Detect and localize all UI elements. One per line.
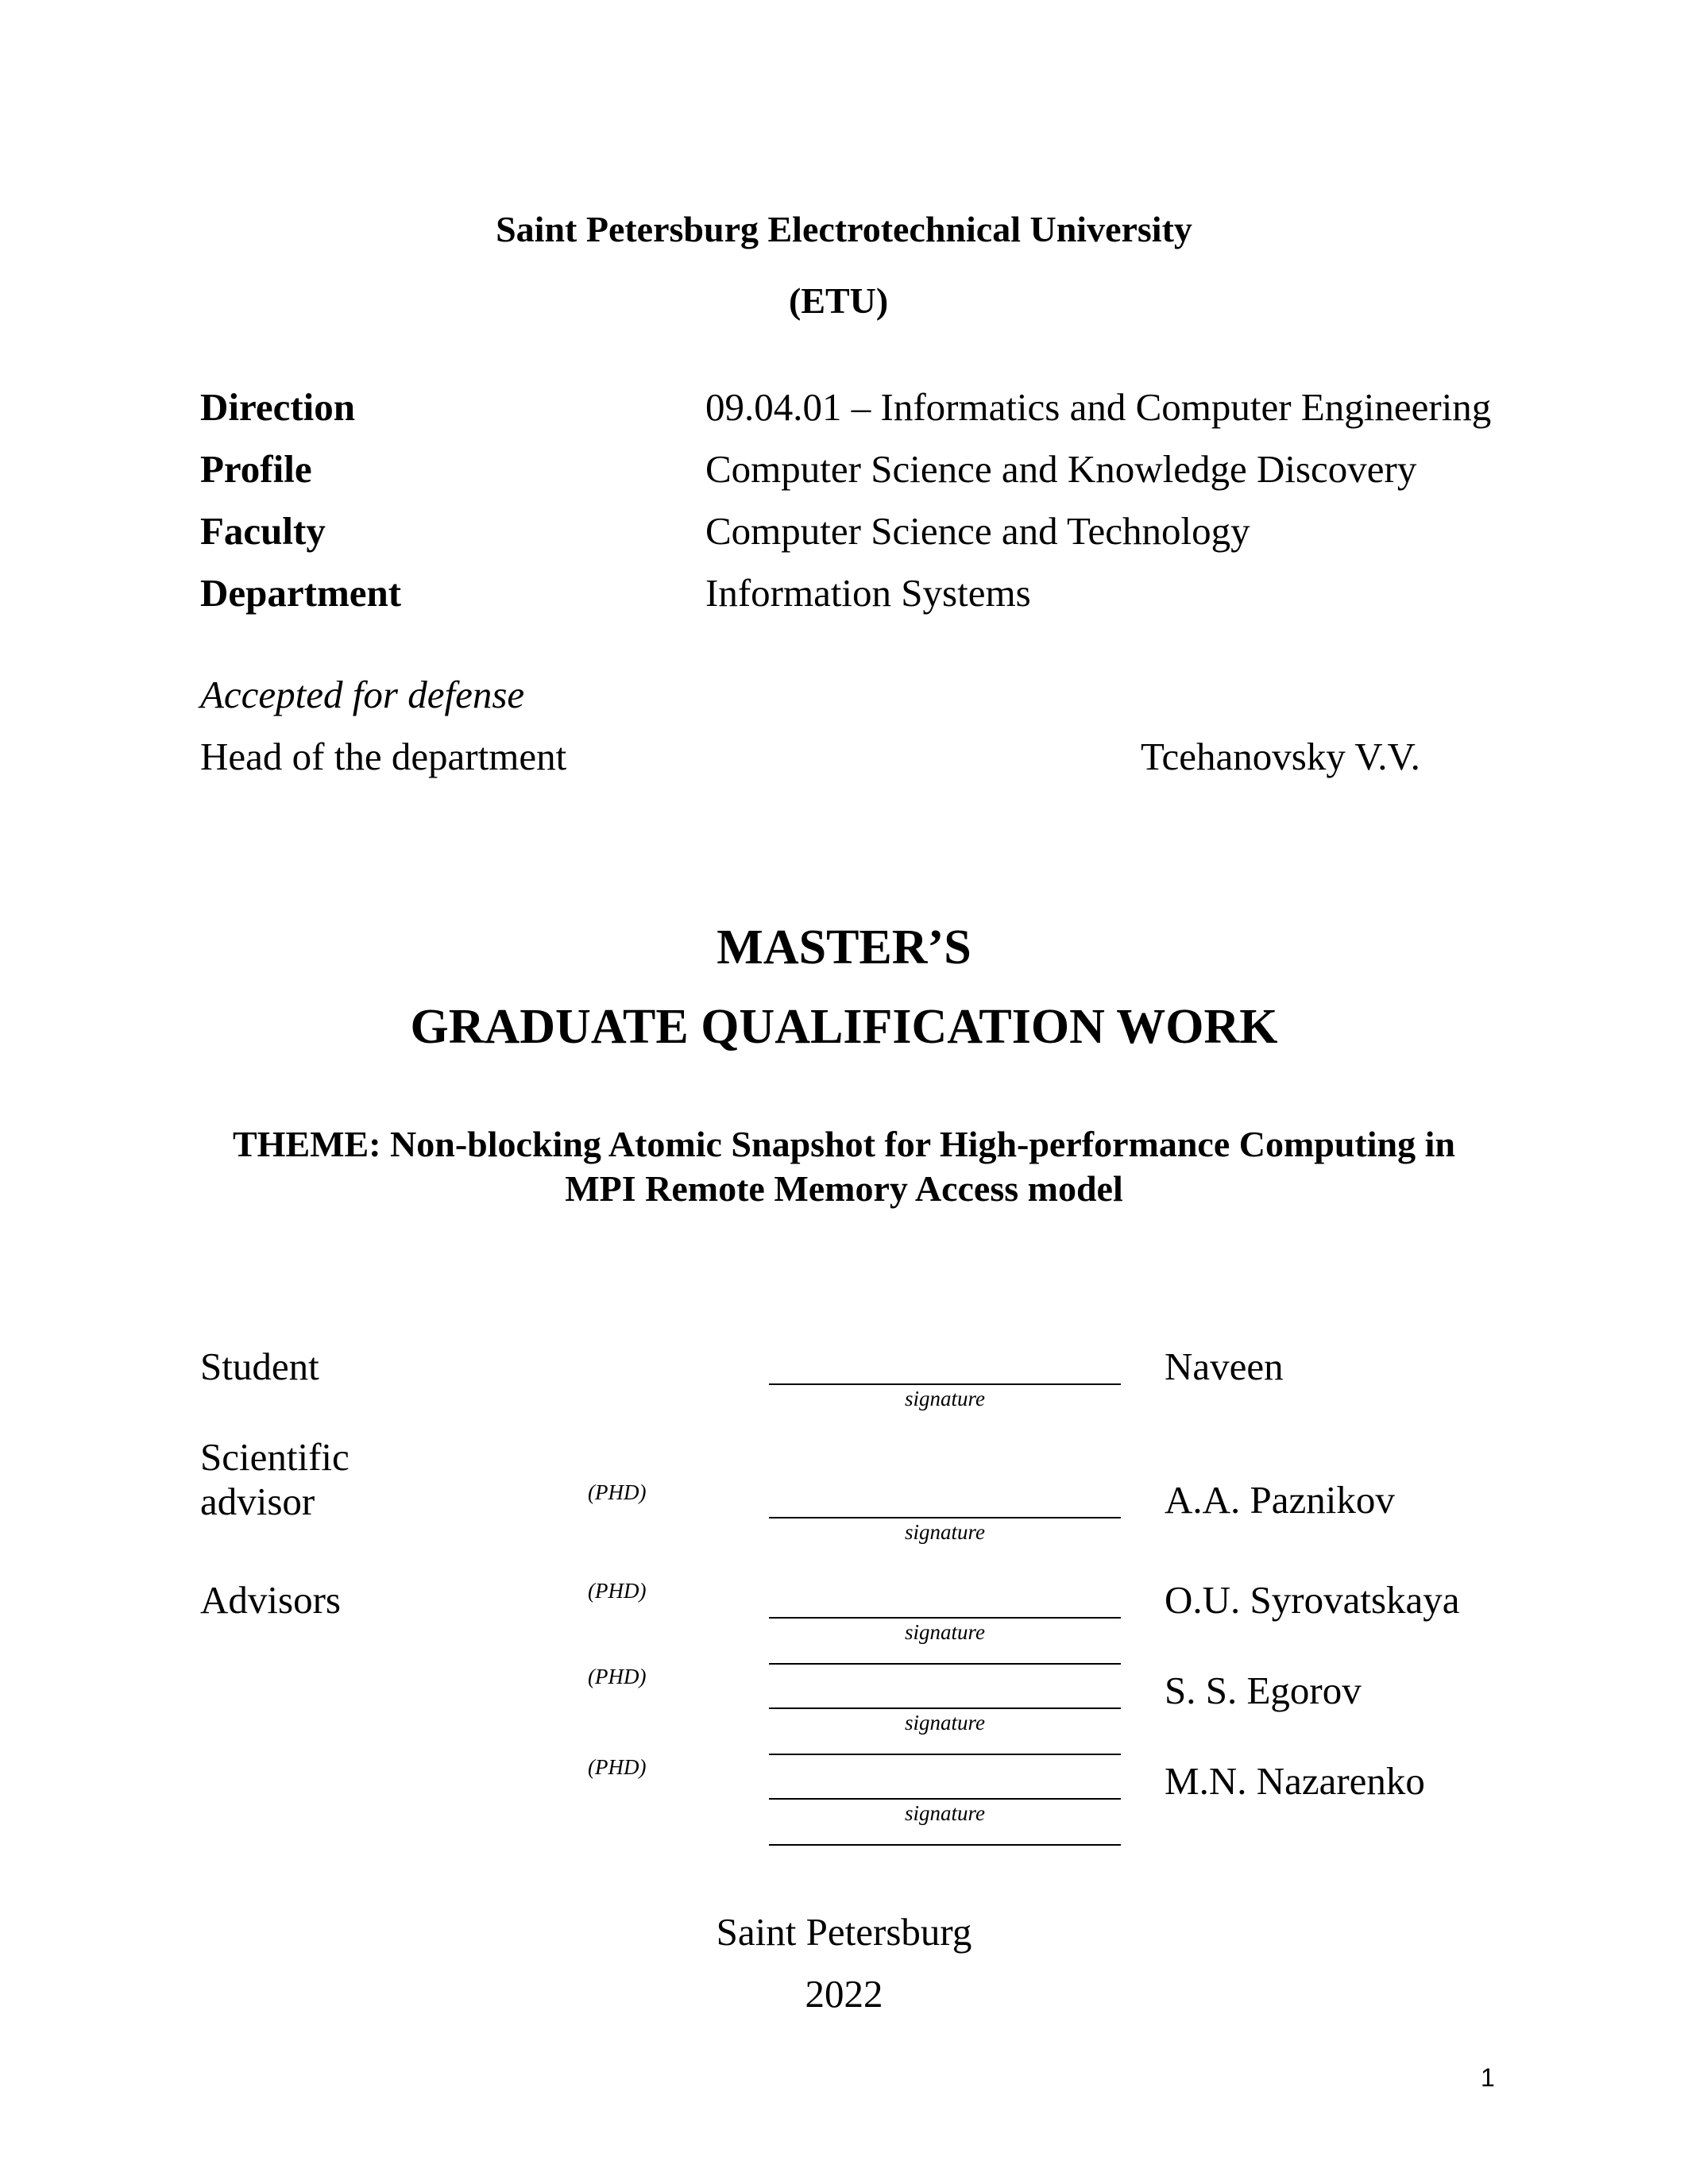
- scientific-advisor-signature-caption: signature: [905, 1520, 985, 1544]
- head-of-department-name: Tcehanovsky V.V.: [1141, 735, 1420, 778]
- advisor-1-signature-caption: signature: [905, 1620, 985, 1644]
- info-value-department: Information Systems: [705, 571, 1031, 615]
- university-name: Saint Petersburg Electrotechnical University: [496, 209, 1192, 249]
- advisor-2-signature-caption: signature: [905, 1711, 985, 1734]
- advisor-3-signature-underline: [769, 1844, 1121, 1846]
- theme-line1: THEME: Non-blocking Atomic Snapshot for High-performance Computing in: [233, 1124, 1455, 1164]
- student-label: Student: [200, 1345, 319, 1388]
- scientific-advisor-degree: (PHD): [588, 1480, 647, 1504]
- advisor-2-signature-line: [769, 1707, 1121, 1709]
- info-label-department: Department: [200, 571, 402, 615]
- advisor-3-name: M.N. Nazarenko: [1165, 1759, 1425, 1803]
- footer-city: Saint Petersburg: [716, 1910, 972, 1954]
- scientific-advisor-label-line2: advisor: [200, 1480, 315, 1523]
- scientific-advisor-name: A.A. Paznikov: [1165, 1478, 1395, 1522]
- info-label-direction: Direction: [200, 385, 356, 429]
- page-number: 1: [1481, 2063, 1495, 2092]
- scientific-advisor-label-line1: Scientific: [200, 1435, 350, 1479]
- advisor-1-name: O.U. Syrovatskaya: [1165, 1578, 1460, 1622]
- info-value-profile: Computer Science and Knowledge Discovery: [705, 447, 1417, 491]
- advisor-2-degree: (PHD): [588, 1665, 647, 1688]
- student-signature-caption: signature: [905, 1387, 985, 1410]
- accepted-for-defense: Accepted for defense: [200, 673, 525, 716]
- info-value-direction: 09.04.01 – Informatics and Computer Engineering: [705, 385, 1492, 429]
- theme-line2: MPI Remote Memory Access model: [565, 1168, 1123, 1209]
- scientific-advisor-signature-line: [769, 1517, 1121, 1518]
- advisor-1-degree: (PHD): [588, 1579, 647, 1603]
- university-abbreviation: (ETU): [789, 280, 889, 321]
- student-name: Naveen: [1165, 1345, 1284, 1388]
- document-title-line1: MASTER’S: [717, 920, 971, 974]
- advisors-label: Advisors: [200, 1578, 341, 1622]
- advisor-3-signature-caption: signature: [905, 1801, 985, 1825]
- advisor-2-signature-underline: [769, 1754, 1121, 1755]
- head-of-department-label: Head of the department: [200, 735, 567, 778]
- advisor-1-signature-underline: [769, 1663, 1121, 1665]
- info-label-profile: Profile: [200, 447, 312, 491]
- info-value-faculty: Computer Science and Technology: [705, 509, 1250, 553]
- footer-year: 2022: [805, 1972, 883, 2016]
- info-label-faculty: Faculty: [200, 509, 326, 553]
- document-title-line2: GRADUATE QUALIFICATION WORK: [410, 1000, 1278, 1054]
- student-signature-line: [769, 1383, 1121, 1385]
- advisor-2-name: S. S. Egorov: [1165, 1669, 1362, 1712]
- advisor-3-degree: (PHD): [588, 1755, 647, 1779]
- advisor-3-signature-line: [769, 1798, 1121, 1800]
- advisor-1-signature-line: [769, 1617, 1121, 1619]
